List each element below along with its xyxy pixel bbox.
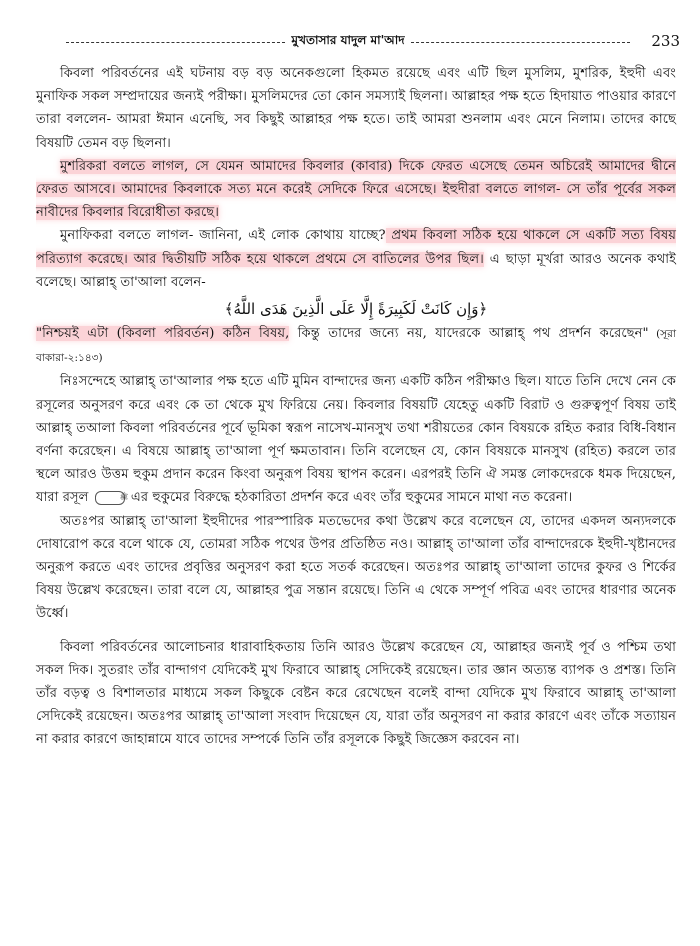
paragraph-3-end: এ ছাড়া মূর্খরা আরও অনেক কথাই বলেছে। আল্লাহ্ তা'আলা বলেন- — [36, 251, 676, 290]
book-title: মুখতাসার যাদুল মা'আদ — [291, 33, 405, 47]
header-rule-left — [66, 42, 285, 43]
highlighted-text: "নিশ্চয়ই এটা (কিবলা পরিবর্তন) কঠিন বিষয়, — [36, 326, 290, 342]
translation-rest: কিন্তু তাদের জন্যে নয়, যাদেরকে আল্লাহ্ পথ প্রদর্শন করেছেন" — [289, 326, 649, 342]
verse-translation — [36, 322, 676, 370]
header-rule-right — [411, 42, 630, 43]
paragraph-6: কিবলা পরিবর্তনের আলোচনার ধারাবাহিকতায় তিনি আরও উল্লেখ করেছেন যে, আল্লাহর জন্যই পূর্ব ও পশ্চিম তথা সকল দিক। সুতরাং তাঁর বান্দাগণ যেদিকেই মুখ ফিরাবে আল্লাহ্ সেদিকেই রয়েছেন। তার জ্ঞান অত্যন্ত ব্যাপক ও প্রশস্ত। তিনি তাঁর বড়ত্ব ও বিশালতার মাধ্যমে সকল কিছুকে বেষ্টন করে রেখেছেন বলেই বান্দা যেদিকে মুখ ফিরাবে আল্লাহ্ তা'আলা সেদিকেই রয়েছেন। অতঃপর আল্লাহ্ তা'আলা সংবাদ দিয়েছেন যে, যারা তাঁর অনুসরণ না করার কারণে এবং তাঁকে সত্যায়ন না করার কারণে জাহান্নামে যাবে তাদের সম্পর্কে তিনি তাঁর রসূলকে কিছুই জিজ্ঞেস করবেন না। — [36, 639, 676, 748]
paragraph-5: অতঃপর আল্লাহ্ তা'আলা ইহুদীদের পারস্পারিক মতভেদের কথা উল্লেখ করে বলেছেন যে, তাদের একদল অন্যদলকে দোষারোপ করে বলে থাকে যে, তোমরা সঠিক পথের উপর প্রতিষ্ঠিত নও। আল্লাহ্ তা'আলা তাঁর বান্দাদেরকে ইহুদী-খৃষ্টানদের অনুরূপ করতে এবং তাদের প্রবৃত্তির অনুসরণ করা হতে সতর্ক করেছেন। অতঃপর আল্লাহ্ তা'আলা তাদের কুফর ও শির্কের বিষয় উল্লেখ করেছেন। তারা বলে যে, আল্লাহর পুত্র সন্তান রয়েছে। তিনি এ থেকে সম্পূর্ণ পবিত্র এবং তাদের ধারণার অনেক উর্ধ্বে। — [36, 513, 676, 622]
paragraph-4 — [36, 370, 676, 509]
highlighted-text: মুশরিকরা বলতে লাগল, সে যেমন আমাদের কিবলার (কাবার) দিকে ফেরত এসেছে তেমন অচিরেই আমাদের দ্বীনে ফেরত আসবে। আমাদের কিবলাকে সত্য মনে করেই সেদিকে ফিরে এসেছে। ইহুদীরা বলতে লাগল- সে তাঁর পূর্বের সকল নাবীদের কিবলার বিরোধীতা করছে। — [36, 158, 676, 221]
verse-reference: (সূরা বাকারা-২:১৪৩) — [36, 328, 676, 365]
paragraph-4-end: এর হুকুমের বিরুদ্ধে হঠকারিতা প্রদর্শন করে এবং তাঁর হুকুমের সামনে মাথা নত করেনা। — [130, 490, 573, 506]
paragraph-4-start: নিঃসন্দেহে আল্লাহ্ তা'আলার পক্ষ হতে এটি মুমিন বান্দাদের জন্য একটি কঠিন পরীক্ষাও ছিল। যাতে তিনি দেখে নেন কে রসূলের অনুসরণ করে এবং কে তা থেকে মুখ ফিরিয়ে নেয়। কিবলার বিষয়টি যেহেতু একটি বিরাট ও গুরুত্বপূর্ণ বিষয় তাই আল্লাহ্ তআলা কিবলা পরিবর্তনের পূর্বে ভূমিকা স্বরূপ নাসেখ-মানসুখ তথা শরীয়তের কোন বিষয়কে রহিত করার বিধি-বিধান বর্ণনা করেছেন। এ বিষয়ে আল্লাহ্ তা'আলা পূর্ণ ক্ষমতাবান। তিনি বলেছেন যে, কোন বিষয়কে মানসুখ (রহিত) করলে তার স্থলে আরও উত্তম হুকুম প্রদান করেন কিংবা অনুরূপ বিষয় স্থাপন করেন। এরপরই তিনি ঐ সমস্ত লোকদেরকে ধমক দিয়েছেন, যারা রসূল — [36, 374, 676, 506]
quran-verse: ﴿وَإِن كَانَتْ لَكَبِيرَةً إِلَّا عَلَى الَّذِينَ هَدَى اللَّهُ﴾ — [224, 300, 488, 319]
running-header — [60, 30, 680, 54]
paragraph-2 — [36, 155, 676, 225]
page-number: 233 — [651, 32, 680, 50]
paragraph-1: কিবলা পরিবর্তনের এই ঘটনায় বড় বড় অনেকগুলো হিকমত রয়েছে এবং এটি ছিল মুসলিম, মুশরিক, ইহুদী এবং মুনাফিক সকল সম্প্রদায়ের জন্যই পরীক্ষা। মুসলিমদের তো কোন সমস্যাই ছিলনা। আল্লাহর পক্ষ হতে হিদায়াত পাওয়ার কারণে তারা বললেন- আমরা ঈমান এনেছি, সব কিছুই আল্লাহর পক্ষ হতে। তাই আমরা শুনলাম এবং মেনে নিলাম। তাদের কাছে বিষয়টি তেমন বড় ছিলনা। — [36, 66, 676, 151]
page-body — [36, 62, 676, 752]
highlighted-text: প্রথম কিবলা সঠিক হয়ে থাকলে সে একটি সত্য বিষয় পরিত্যাগ করেছে। আর দ্বিতীয়টি সঠিক হয়ে থাকলে প্রথমে সে বাতিলের উপর ছিল। — [36, 228, 676, 267]
salutation-seal-icon: ﷺ — [95, 491, 125, 505]
paragraph-3 — [36, 224, 676, 294]
paragraph-3-start: মুনাফিকরা বলতে লাগল- জানিনা, এই লোক কোথায় যাচ্ছে? — [60, 228, 386, 244]
